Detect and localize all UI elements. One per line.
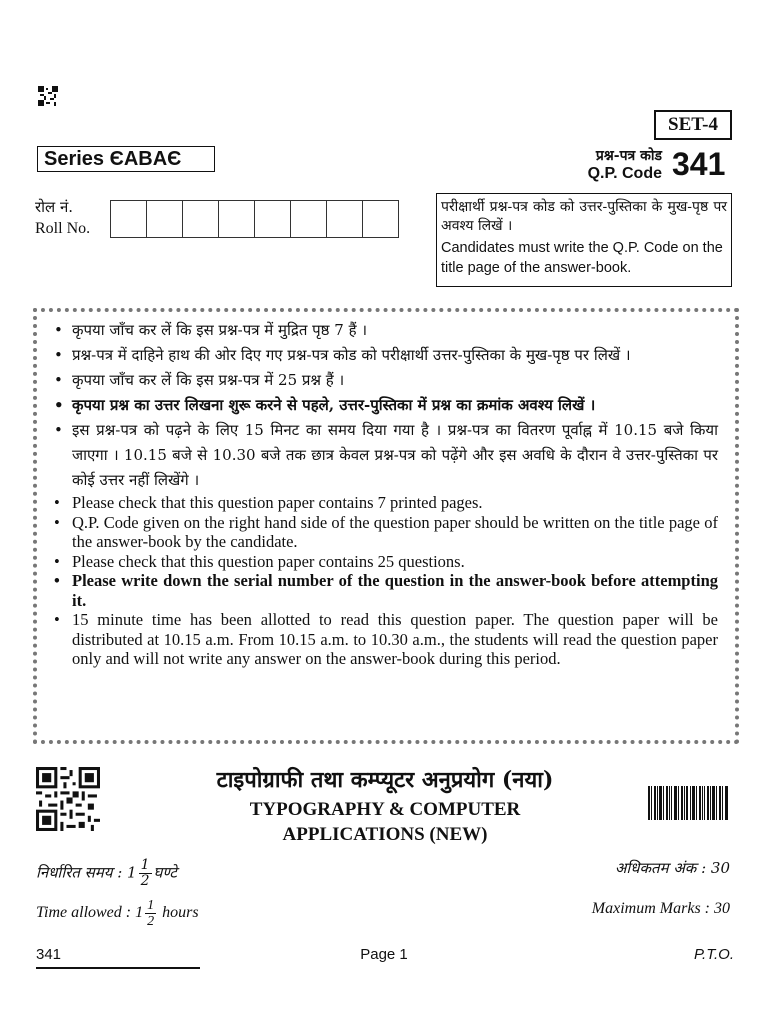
- candidate-note-english: Candidates must write the Q.P. Code on the title page of the answer-book.: [441, 240, 723, 276]
- fraction-numerator: 1: [147, 898, 155, 913]
- footer-code: 341: [36, 946, 62, 963]
- time-label-english: Time allowed : 1: [36, 904, 144, 922]
- instruction-item-bold: • Please write down the serial number of the question in the answer-book before attempting it.: [54, 571, 718, 610]
- max-marks-hindi: अधिकतम अंक : 30: [614, 859, 730, 877]
- max-marks-english: Maximum Marks : 30: [591, 900, 730, 917]
- time-allowed-english: [36, 898, 199, 929]
- qp-code-label-english: Q.P. Code: [587, 165, 662, 182]
- qp-code-number: 341: [672, 146, 726, 182]
- fraction-denominator: 2: [140, 873, 150, 889]
- roll-digit-box[interactable]: [363, 201, 398, 237]
- instructions-list: [54, 318, 718, 669]
- footer-divider: [36, 967, 200, 969]
- time-unit-hindi: घण्टे: [153, 863, 177, 882]
- subject-title-hindi: टाइपोग्राफी तथा कम्प्यूटर अनुप्रयोग (नया): [216, 767, 554, 793]
- roll-digit-box[interactable]: [291, 201, 327, 237]
- subject-title-english-line1: TYPOGRAPHY & COMPUTER: [249, 799, 521, 820]
- roll-no-label-hindi: रोल नं.: [35, 198, 74, 216]
- subject-title-english-line2: APPLICATIONS (NEW): [282, 824, 488, 845]
- instruction-item: • Q.P. Code given on the right hand side of the question paper should be written on the title page of the answer-book by the candidate.: [54, 513, 718, 552]
- roll-digit-box[interactable]: [219, 201, 255, 237]
- time-fraction-english: [145, 898, 156, 929]
- candidate-note-box: [436, 193, 732, 287]
- roll-digit-box[interactable]: [327, 201, 363, 237]
- roll-number-boxes[interactable]: [110, 200, 399, 238]
- instruction-item: • प्रश्न-पत्र में दाहिने हाथ की ओर दिए गए प्रश्न-पत्र कोड को परीक्षार्थी उत्तर-पुस्तिका के मुख-पृष्ठ पर लिखें ।: [54, 343, 718, 368]
- roll-no-label-english: Roll No.: [35, 220, 91, 237]
- footer-page-number: Page 1: [360, 946, 408, 963]
- candidate-note-hindi: परीक्षार्थी प्रश्न-पत्र कोड को उत्तर-पुस्तिका के मुख-पृष्ठ पर अवश्य लिखें ।: [441, 199, 727, 234]
- time-label-hindi: निर्धारित समय : 1: [36, 863, 137, 882]
- roll-digit-box[interactable]: [111, 201, 147, 237]
- roll-digit-box[interactable]: [255, 201, 291, 237]
- series-label: Series ЄABAЄ: [37, 146, 215, 172]
- set-label: SET-4: [654, 110, 732, 140]
- barcode-icon: [648, 786, 728, 820]
- fraction-numerator: 1: [140, 857, 150, 873]
- qp-code-label-hindi: प्रश्न-पत्र कोड: [595, 148, 662, 164]
- instruction-item: • इस प्रश्न-पत्र को पढ़ने के लिए 15 मिनट का समय दिया गया है । प्रश्न-पत्र का वितरण पूर्वाह्न में 10.15 बजे किया जाएगा । 10.15 बजे से 10.30 बजे तक छात्र केवल प्रश्न-पत्र को पढ़ेंगे और इस अवधि के दौरान वे उत्तर-पुस्तिका पर कोई उत्तर नहीं लिखेंगे ।: [54, 418, 718, 493]
- roll-digit-box[interactable]: [147, 201, 183, 237]
- time-allowed-hindi: [36, 858, 177, 889]
- small-qr-code-icon: [38, 86, 58, 106]
- instruction-item: • Please check that this question paper contains 25 questions.: [54, 552, 718, 572]
- instruction-item-bold: • कृपया प्रश्न का उत्तर लिखना शुरू करने से पहले, उत्तर-पुस्तिका में प्रश्न का क्रमांक अवश्य लिखें ।: [54, 393, 718, 418]
- time-unit-english: hours: [162, 904, 199, 922]
- time-fraction-hindi: [139, 858, 152, 889]
- fraction-denominator: 2: [147, 914, 155, 929]
- roll-digit-box[interactable]: [183, 201, 219, 237]
- instruction-item: • कृपया जाँच कर लें कि इस प्रश्न-पत्र में 25 प्रश्न हैं ।: [54, 368, 718, 393]
- instruction-item: • 15 minute time has been allotted to read this question paper. The question paper will be distributed at 10.15 a.m. From 10.15 a.m. to 10.30 a.m., the students will read the question paper only and will not write any answer on the answer-book during this period.: [54, 610, 718, 669]
- footer-pto: P.T.O.: [693, 946, 734, 963]
- instruction-item: • कृपया जाँच कर लें कि इस प्रश्न-पत्र में मुद्रित पृष्ठ 7 हैं ।: [54, 318, 718, 343]
- qr-code-icon: [36, 767, 100, 831]
- instruction-item: • Please check that this question paper contains 7 printed pages.: [54, 493, 718, 513]
